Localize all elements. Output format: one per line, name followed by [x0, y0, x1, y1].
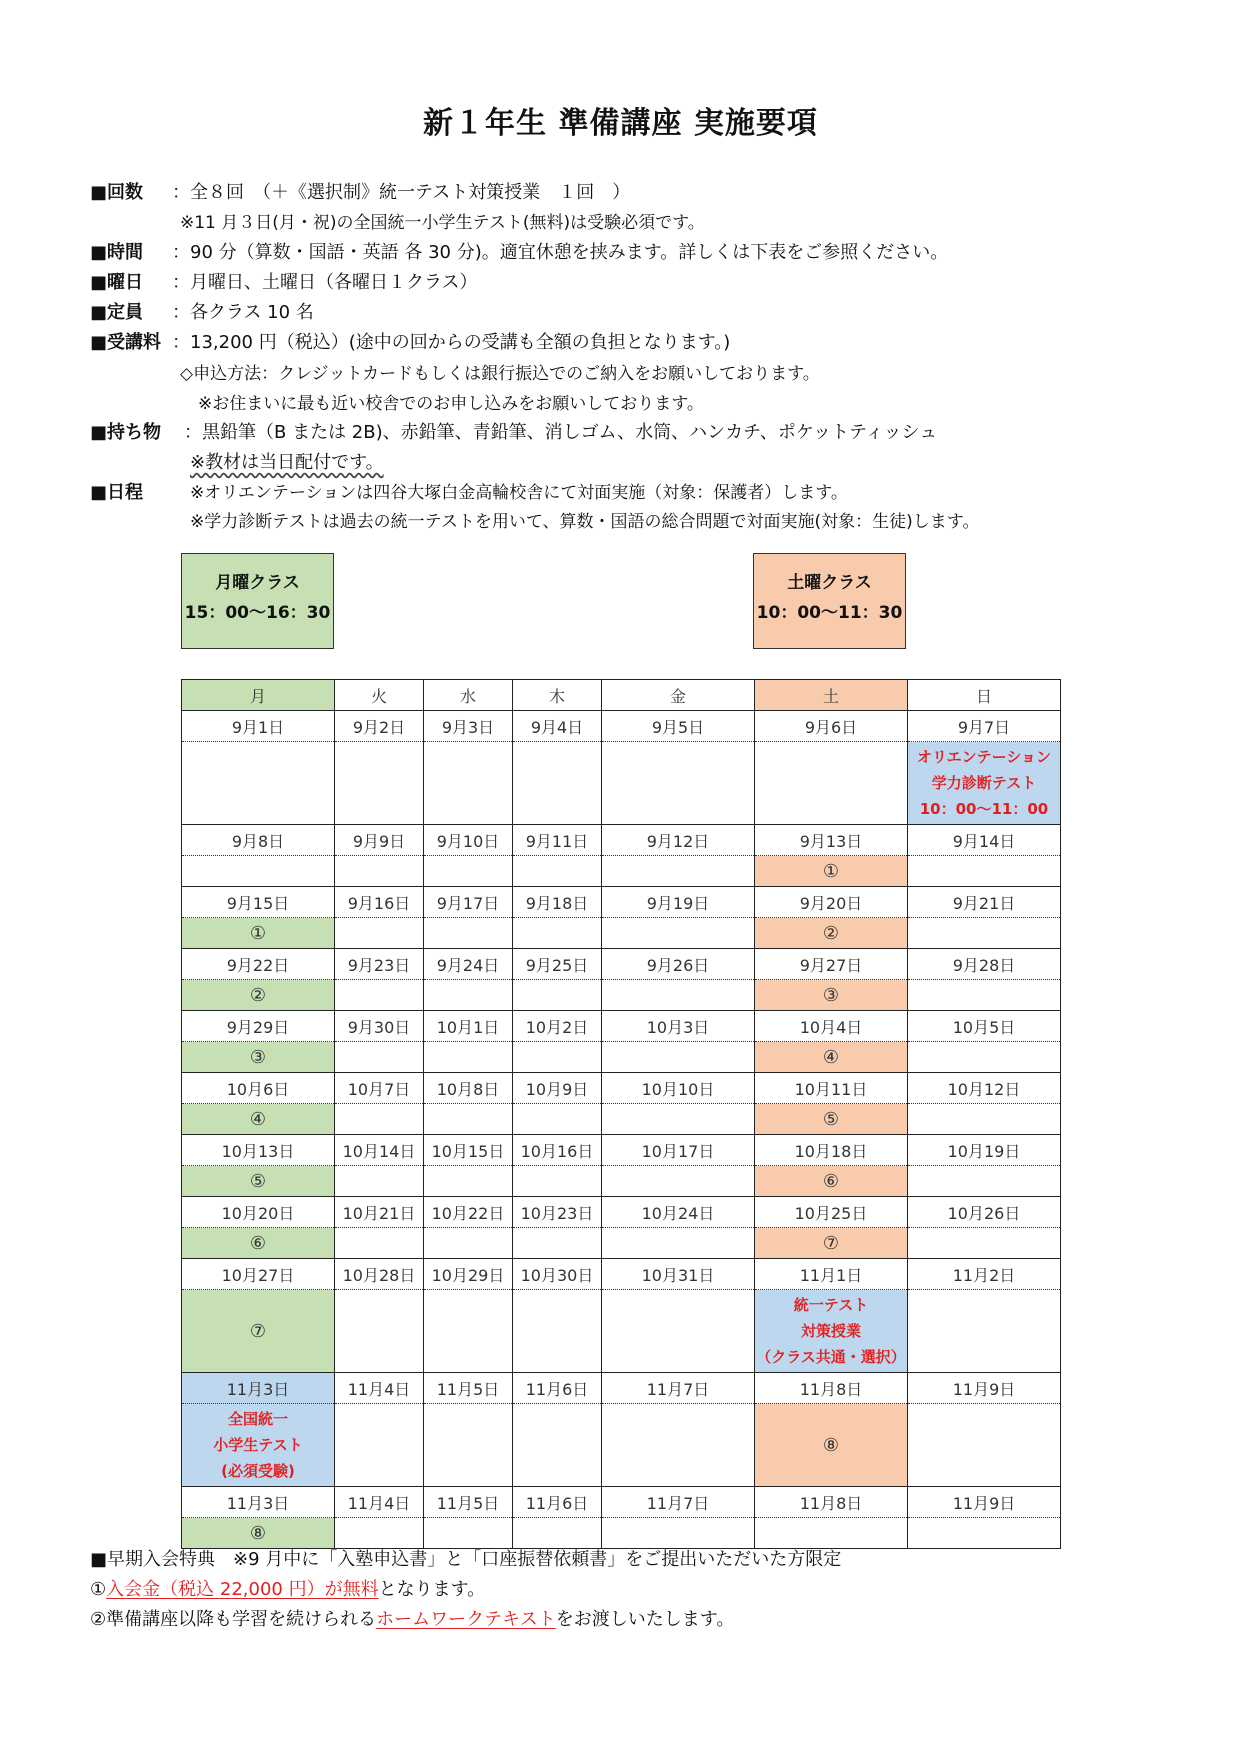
- date-cell: 9月26日: [602, 949, 755, 980]
- event-cell: [424, 1104, 513, 1135]
- day-header: 火: [335, 680, 424, 711]
- event-cell: [182, 1404, 335, 1487]
- date-cell: 9月23日: [335, 949, 424, 980]
- event-cell: [513, 980, 602, 1011]
- date-cell: 10月4日: [755, 1011, 908, 1042]
- date-cell: 10月9日: [513, 1073, 602, 1104]
- event-cell: [755, 1104, 908, 1135]
- date-cell: 9月14日: [908, 825, 1061, 856]
- date-cell: 11月1日: [755, 1259, 908, 1290]
- event-cell: [908, 1404, 1061, 1487]
- event-cell: [755, 856, 908, 887]
- event-note: 全国統一 小学生テスト (必須受験): [213, 1410, 303, 1480]
- event-cell: [182, 980, 335, 1011]
- event-cell: [602, 742, 755, 825]
- date-cell: 10月28日: [335, 1259, 424, 1290]
- date-cell: 9月29日: [182, 1011, 335, 1042]
- benefit-item-2: ②準備講座以降も学習を続けられるホームワークテキストをお渡しいたします。: [90, 1609, 735, 1630]
- event-cell: [908, 856, 1061, 887]
- event-cell: [755, 918, 908, 949]
- date-cell: 11月9日: [908, 1487, 1061, 1518]
- lesson-number: ③: [822, 984, 840, 1006]
- date-cell: 10月7日: [335, 1073, 424, 1104]
- lesson-number: ①: [822, 860, 840, 882]
- event-cell: [424, 1404, 513, 1487]
- date-cell: 10月6日: [182, 1073, 335, 1104]
- date-cell: 10月29日: [424, 1259, 513, 1290]
- date-cell: 10月18日: [755, 1135, 908, 1166]
- event-cell: [755, 1042, 908, 1073]
- lesson-number: ②: [822, 922, 840, 944]
- event-cell: [908, 1104, 1061, 1135]
- lesson-number: ⑦: [822, 1232, 840, 1254]
- event-cell: [182, 1166, 335, 1197]
- date-cell: 10月11日: [755, 1073, 908, 1104]
- event-cell: [335, 1518, 424, 1549]
- event-cell: [513, 1404, 602, 1487]
- date-cell: 9月15日: [182, 887, 335, 918]
- date-cell: 11月7日: [602, 1373, 755, 1404]
- event-cell: [182, 742, 335, 825]
- event-cell: [182, 1228, 335, 1259]
- event-cell: [182, 1518, 335, 1549]
- event-cell: [335, 1290, 424, 1373]
- event-cell: [513, 1166, 602, 1197]
- date-cell: 9月2日: [335, 711, 424, 742]
- event-cell: [755, 1166, 908, 1197]
- event-cell: [602, 856, 755, 887]
- date-cell: 11月9日: [908, 1373, 1061, 1404]
- day-header: 日: [908, 680, 1061, 711]
- date-cell: 9月25日: [513, 949, 602, 980]
- event-cell: [755, 1290, 908, 1373]
- date-cell: 9月5日: [602, 711, 755, 742]
- event-cell: [182, 1290, 335, 1373]
- event-cell: [182, 1104, 335, 1135]
- event-cell: [335, 1166, 424, 1197]
- lesson-number: ④: [822, 1046, 840, 1068]
- event-cell: [755, 1518, 908, 1549]
- date-cell: 11月5日: [424, 1487, 513, 1518]
- event-cell: [335, 856, 424, 887]
- date-cell: 10月3日: [602, 1011, 755, 1042]
- date-cell: 10月12日: [908, 1073, 1061, 1104]
- date-cell: 11月8日: [755, 1487, 908, 1518]
- event-note: オリエンテーション 学力診断テスト 10：00〜11：00: [916, 748, 1052, 818]
- event-cell: [182, 1042, 335, 1073]
- event-cell: [424, 1228, 513, 1259]
- event-cell: [335, 1042, 424, 1073]
- event-cell: [513, 1290, 602, 1373]
- date-cell: 9月21日: [908, 887, 1061, 918]
- date-cell: 9月1日: [182, 711, 335, 742]
- lesson-number: ③: [249, 1046, 267, 1068]
- event-cell: [602, 918, 755, 949]
- date-cell: 9月27日: [755, 949, 908, 980]
- schedule-calendar: [181, 679, 1061, 1549]
- lesson-number: ⑤: [822, 1108, 840, 1130]
- lesson-number: ⑧: [249, 1522, 267, 1544]
- date-cell: 11月5日: [424, 1373, 513, 1404]
- date-cell: 9月17日: [424, 887, 513, 918]
- event-cell: [424, 918, 513, 949]
- date-cell: 10月26日: [908, 1197, 1061, 1228]
- date-cell: 9月13日: [755, 825, 908, 856]
- date-cell: 10月27日: [182, 1259, 335, 1290]
- event-cell: [755, 742, 908, 825]
- date-cell: 11月6日: [513, 1373, 602, 1404]
- event-cell: [602, 980, 755, 1011]
- event-cell: [424, 980, 513, 1011]
- event-cell: [335, 742, 424, 825]
- event-cell: [513, 1104, 602, 1135]
- date-cell: 10月19日: [908, 1135, 1061, 1166]
- date-cell: 10月31日: [602, 1259, 755, 1290]
- saturday-class-box: 土曜クラス 10：00〜11：30: [753, 553, 906, 649]
- lesson-number: ⑧: [822, 1434, 840, 1456]
- date-cell: 10月13日: [182, 1135, 335, 1166]
- date-cell: 10月8日: [424, 1073, 513, 1104]
- lesson-number: ⑥: [822, 1170, 840, 1192]
- date-cell: 10月15日: [424, 1135, 513, 1166]
- date-cell: 9月12日: [602, 825, 755, 856]
- date-cell: 10月30日: [513, 1259, 602, 1290]
- lesson-number: ⑦: [249, 1320, 267, 1342]
- lesson-number: ②: [249, 984, 267, 1006]
- date-cell: 9月8日: [182, 825, 335, 856]
- date-cell: 9月7日: [908, 711, 1061, 742]
- event-cell: [335, 1228, 424, 1259]
- date-cell: 9月6日: [755, 711, 908, 742]
- event-cell: [602, 1228, 755, 1259]
- lesson-number: ⑤: [249, 1170, 267, 1192]
- event-cell: [908, 1042, 1061, 1073]
- benefits-heading: ■早期入会特典 ※9 月中に「入塾申込書」と「口座振替依頼書」をご提出いただいた方限定: [90, 1549, 842, 1570]
- event-cell: [602, 1104, 755, 1135]
- event-cell: [513, 918, 602, 949]
- monday-class-box: 月曜クラス 15：00〜16：30: [181, 553, 334, 649]
- event-cell: [602, 1518, 755, 1549]
- event-cell: [602, 1404, 755, 1487]
- date-cell: 9月19日: [602, 887, 755, 918]
- event-cell: [513, 742, 602, 825]
- date-cell: 10月23日: [513, 1197, 602, 1228]
- day-header: 土: [755, 680, 908, 711]
- event-cell: [513, 1042, 602, 1073]
- date-cell: 11月2日: [908, 1259, 1061, 1290]
- date-cell: 10月14日: [335, 1135, 424, 1166]
- date-cell: 10月2日: [513, 1011, 602, 1042]
- day-header: 木: [513, 680, 602, 711]
- event-cell: [602, 1290, 755, 1373]
- lesson-number: ④: [249, 1108, 267, 1130]
- date-cell: 9月4日: [513, 711, 602, 742]
- benefit-item-1: ①入会金（税込 22,000 円）が無料となります。: [90, 1579, 486, 1600]
- date-cell: 10月16日: [513, 1135, 602, 1166]
- lesson-number: ⑥: [249, 1232, 267, 1254]
- event-cell: [335, 980, 424, 1011]
- page-title: 新１年生 準備講座 実施要項: [423, 106, 818, 141]
- event-cell: [182, 918, 335, 949]
- event-cell: [335, 1104, 424, 1135]
- event-cell: [755, 1228, 908, 1259]
- date-cell: 10月1日: [424, 1011, 513, 1042]
- date-cell: 10月25日: [755, 1197, 908, 1228]
- date-cell: 9月16日: [335, 887, 424, 918]
- event-cell: [908, 1228, 1061, 1259]
- event-cell: [424, 1290, 513, 1373]
- date-cell: 11月4日: [335, 1487, 424, 1518]
- date-cell: 10月20日: [182, 1197, 335, 1228]
- date-cell: 10月10日: [602, 1073, 755, 1104]
- date-cell: 9月30日: [335, 1011, 424, 1042]
- date-cell: 9月10日: [424, 825, 513, 856]
- date-cell: 11月3日: [182, 1373, 335, 1404]
- date-cell: 9月20日: [755, 887, 908, 918]
- date-cell: 11月3日: [182, 1487, 335, 1518]
- date-cell: 9月24日: [424, 949, 513, 980]
- date-cell: 9月3日: [424, 711, 513, 742]
- date-cell: 9月28日: [908, 949, 1061, 980]
- date-cell: 11月6日: [513, 1487, 602, 1518]
- date-cell: 9月22日: [182, 949, 335, 980]
- event-cell: [513, 1228, 602, 1259]
- day-header: 金: [602, 680, 755, 711]
- event-cell: [908, 980, 1061, 1011]
- event-cell: [513, 1518, 602, 1549]
- event-cell: [908, 742, 1061, 825]
- event-cell: [908, 918, 1061, 949]
- date-cell: 10月5日: [908, 1011, 1061, 1042]
- event-cell: [908, 1518, 1061, 1549]
- event-cell: [424, 742, 513, 825]
- day-header: 水: [424, 680, 513, 711]
- date-cell: 10月17日: [602, 1135, 755, 1166]
- event-cell: [335, 1404, 424, 1487]
- date-cell: 10月22日: [424, 1197, 513, 1228]
- date-cell: 9月11日: [513, 825, 602, 856]
- event-cell: [335, 918, 424, 949]
- event-note: 統一テスト 対策授業 （クラス共通・選択）: [756, 1296, 906, 1366]
- event-cell: [755, 1404, 908, 1487]
- date-cell: 10月21日: [335, 1197, 424, 1228]
- event-cell: [908, 1290, 1061, 1373]
- event-cell: [602, 1166, 755, 1197]
- event-cell: [424, 1042, 513, 1073]
- event-cell: [755, 980, 908, 1011]
- event-cell: [908, 1166, 1061, 1197]
- day-header: 月: [182, 680, 335, 711]
- event-cell: [424, 856, 513, 887]
- event-cell: [424, 1518, 513, 1549]
- date-cell: 9月18日: [513, 887, 602, 918]
- date-cell: 11月8日: [755, 1373, 908, 1404]
- date-cell: 11月4日: [335, 1373, 424, 1404]
- date-cell: 11月7日: [602, 1487, 755, 1518]
- lesson-number: ①: [249, 922, 267, 944]
- event-cell: [513, 856, 602, 887]
- date-cell: 9月9日: [335, 825, 424, 856]
- event-cell: [602, 1042, 755, 1073]
- event-cell: [182, 856, 335, 887]
- date-cell: 10月24日: [602, 1197, 755, 1228]
- event-cell: [424, 1166, 513, 1197]
